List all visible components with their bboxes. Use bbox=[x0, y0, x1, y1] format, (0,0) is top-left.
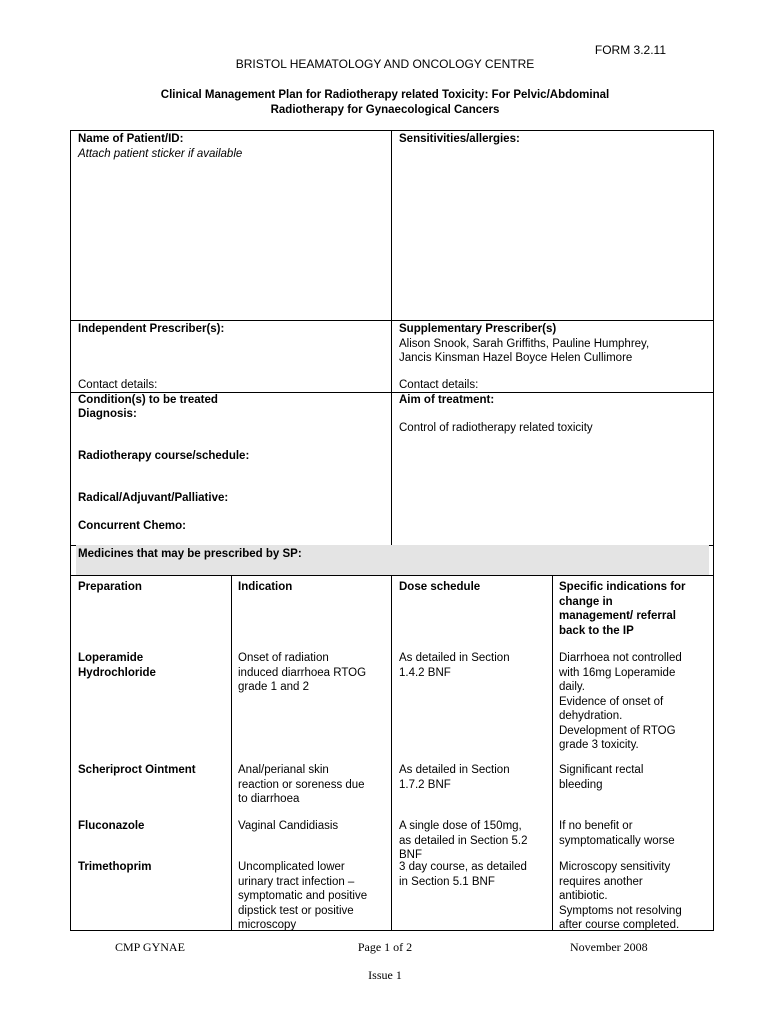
specific-header-line: Specific indications for bbox=[559, 581, 686, 593]
supplementary-contact-label: Contact details: bbox=[399, 379, 479, 391]
cell-line: dehydration. bbox=[559, 710, 623, 722]
concurrent-chemo-label: Concurrent Chemo: bbox=[78, 520, 186, 532]
cell-line: as detailed in Section 5.2 bbox=[399, 834, 528, 847]
cell-line: Diarrhoea not controlled bbox=[559, 652, 682, 664]
cell-line: symptomatic and positive bbox=[238, 890, 368, 902]
radical-adjuvant-palliative-label: Radical/Adjuvant/Palliative: bbox=[78, 492, 229, 504]
cell-line: Scheriproct Ointment bbox=[78, 764, 196, 776]
footer-form-code: CMP GYNAE bbox=[115, 940, 185, 954]
cell-line: requires another bbox=[559, 875, 643, 888]
cell-line: If no benefit or bbox=[559, 820, 633, 832]
cell-line: As detailed in Section bbox=[399, 764, 510, 776]
row-fluconazole-preparation bbox=[78, 819, 144, 834]
specific-header-line: back to the IP bbox=[559, 624, 634, 637]
independent-contact-label: Contact details: bbox=[78, 379, 158, 391]
cell-line: BNF bbox=[399, 849, 422, 861]
footer-date: November 2008 bbox=[570, 940, 648, 954]
radiotherapy-schedule-label: Radiotherapy course/schedule: bbox=[78, 450, 250, 462]
specific-header-line: change in bbox=[559, 595, 613, 608]
cell-line: bleeding bbox=[559, 778, 603, 791]
management-plan-table bbox=[70, 130, 714, 931]
supplementary-prescriber-cell bbox=[399, 322, 649, 366]
patient-sticker-note: Attach patient sticker if available bbox=[78, 147, 243, 160]
cell-line: microscopy bbox=[238, 919, 297, 931]
independent-prescriber-label: Independent Prescriber(s): bbox=[78, 323, 225, 335]
col-header-indication: Indication bbox=[238, 581, 293, 593]
cell-line: 3 day course, as detailed bbox=[399, 861, 527, 873]
cell-line: A single dose of 150mg, bbox=[399, 820, 522, 832]
cell-line: Fluconazole bbox=[78, 820, 145, 832]
row-fluconazole-indication bbox=[238, 819, 338, 834]
cell-line: induced diarrhoea RTOG bbox=[238, 666, 367, 679]
row-fluconazole-specific bbox=[559, 819, 675, 848]
document-title bbox=[60, 88, 710, 118]
row-loperamide-specific bbox=[559, 651, 682, 753]
centre-name: BRISTOL HEAMATOLOGY AND ONCOLOGY CENTRE bbox=[235, 57, 535, 71]
title-line-2: Radiotherapy for Gynaecological Cancers bbox=[270, 104, 500, 116]
patient-cell bbox=[78, 132, 242, 161]
cell-line: 1.4.2 BNF bbox=[399, 666, 451, 679]
conditions-label: Condition(s) to be treated bbox=[78, 394, 218, 406]
specific-header-line: management/ referral bbox=[559, 610, 676, 622]
cell-line: Symptoms not resolving bbox=[559, 904, 682, 917]
aim-label: Aim of treatment: bbox=[399, 394, 495, 406]
row-divider-4 bbox=[71, 575, 713, 576]
cell-line: Loperamide bbox=[78, 652, 144, 664]
diagnosis-label: Diagnosis: bbox=[78, 408, 137, 420]
cell-line: Microscopy sensitivity bbox=[559, 861, 671, 873]
supplementary-names-line-2: Jancis Kinsman Hazel Boyce Helen Cullimore bbox=[399, 352, 633, 364]
row-scheriproct-preparation bbox=[78, 763, 196, 778]
col-header-dose: Dose schedule bbox=[399, 581, 481, 593]
form-number: FORM 3.2.11 bbox=[594, 43, 666, 57]
row-fluconazole-dose bbox=[399, 819, 528, 863]
aim-text: Control of radiotherapy related toxicity bbox=[399, 422, 593, 434]
cell-line: reaction or soreness due bbox=[238, 778, 365, 791]
cell-line: Significant rectal bbox=[559, 764, 644, 776]
row-trimethoprim-indication bbox=[238, 860, 367, 933]
cell-line: 1.7.2 BNF bbox=[399, 778, 451, 791]
row-loperamide-preparation bbox=[78, 651, 156, 680]
cell-line: dipstick test or positive bbox=[238, 904, 354, 917]
med-col-divider-3 bbox=[552, 575, 553, 931]
cell-line: grade 1 and 2 bbox=[238, 681, 309, 693]
top-column-divider bbox=[391, 131, 392, 545]
cell-line: urinary tract infection – bbox=[238, 875, 355, 888]
row-trimethoprim-preparation bbox=[78, 860, 151, 875]
cell-line: As detailed in Section bbox=[399, 652, 510, 664]
cell-line: after course completed. bbox=[559, 919, 680, 931]
supplementary-prescriber-label: Supplementary Prescriber(s) bbox=[399, 323, 557, 335]
cell-line: Hydrochloride bbox=[78, 666, 156, 679]
cell-line: antibiotic. bbox=[559, 890, 608, 902]
col-header-preparation: Preparation bbox=[78, 581, 142, 593]
cell-line: Evidence of onset of bbox=[559, 695, 664, 708]
med-col-divider-2 bbox=[391, 575, 392, 931]
cell-line: Anal/perianal skin bbox=[238, 764, 329, 776]
cell-line: Trimethoprim bbox=[78, 861, 152, 873]
medicines-header: Medicines that may be prescribed by SP: bbox=[78, 548, 302, 560]
footer-page-number: Page 1 of 2 bbox=[357, 940, 413, 954]
cell-line: with 16mg Loperamide bbox=[559, 666, 676, 679]
row-loperamide-indication bbox=[238, 651, 366, 695]
cell-line: grade 3 toxicity. bbox=[559, 739, 639, 751]
row-divider-1 bbox=[71, 320, 713, 321]
row-scheriproct-indication bbox=[238, 763, 365, 807]
row-trimethoprim-specific bbox=[559, 860, 682, 933]
cell-line: to diarrhoea bbox=[238, 793, 300, 805]
med-col-divider-1 bbox=[231, 575, 232, 931]
cell-line: symptomatically worse bbox=[559, 834, 675, 847]
title-line-1: Clinical Management Plan for Radiotherapy related Toxicity: For Pelvic/Abdominal bbox=[160, 89, 610, 101]
sensitivities-label: Sensitivities/allergies: bbox=[399, 133, 520, 145]
row-scheriproct-dose bbox=[399, 763, 510, 792]
cell-line: in Section 5.1 BNF bbox=[399, 875, 495, 888]
row-loperamide-dose bbox=[399, 651, 510, 680]
cell-line: daily. bbox=[559, 681, 585, 693]
footer-issue: Issue 1 bbox=[368, 968, 402, 982]
row-scheriproct-specific bbox=[559, 763, 643, 792]
cell-line: Vaginal Candidiasis bbox=[238, 820, 339, 832]
cell-line: Uncomplicated lower bbox=[238, 861, 345, 873]
cell-line: Development of RTOG bbox=[559, 724, 676, 737]
cell-line: Onset of radiation bbox=[238, 652, 329, 664]
col-header-specific bbox=[559, 580, 686, 638]
supplementary-names-line-1: Alison Snook, Sarah Griffiths, Pauline Humphrey, bbox=[399, 337, 650, 350]
patient-label: Name of Patient/ID: bbox=[78, 133, 184, 145]
row-trimethoprim-dose bbox=[399, 860, 527, 889]
